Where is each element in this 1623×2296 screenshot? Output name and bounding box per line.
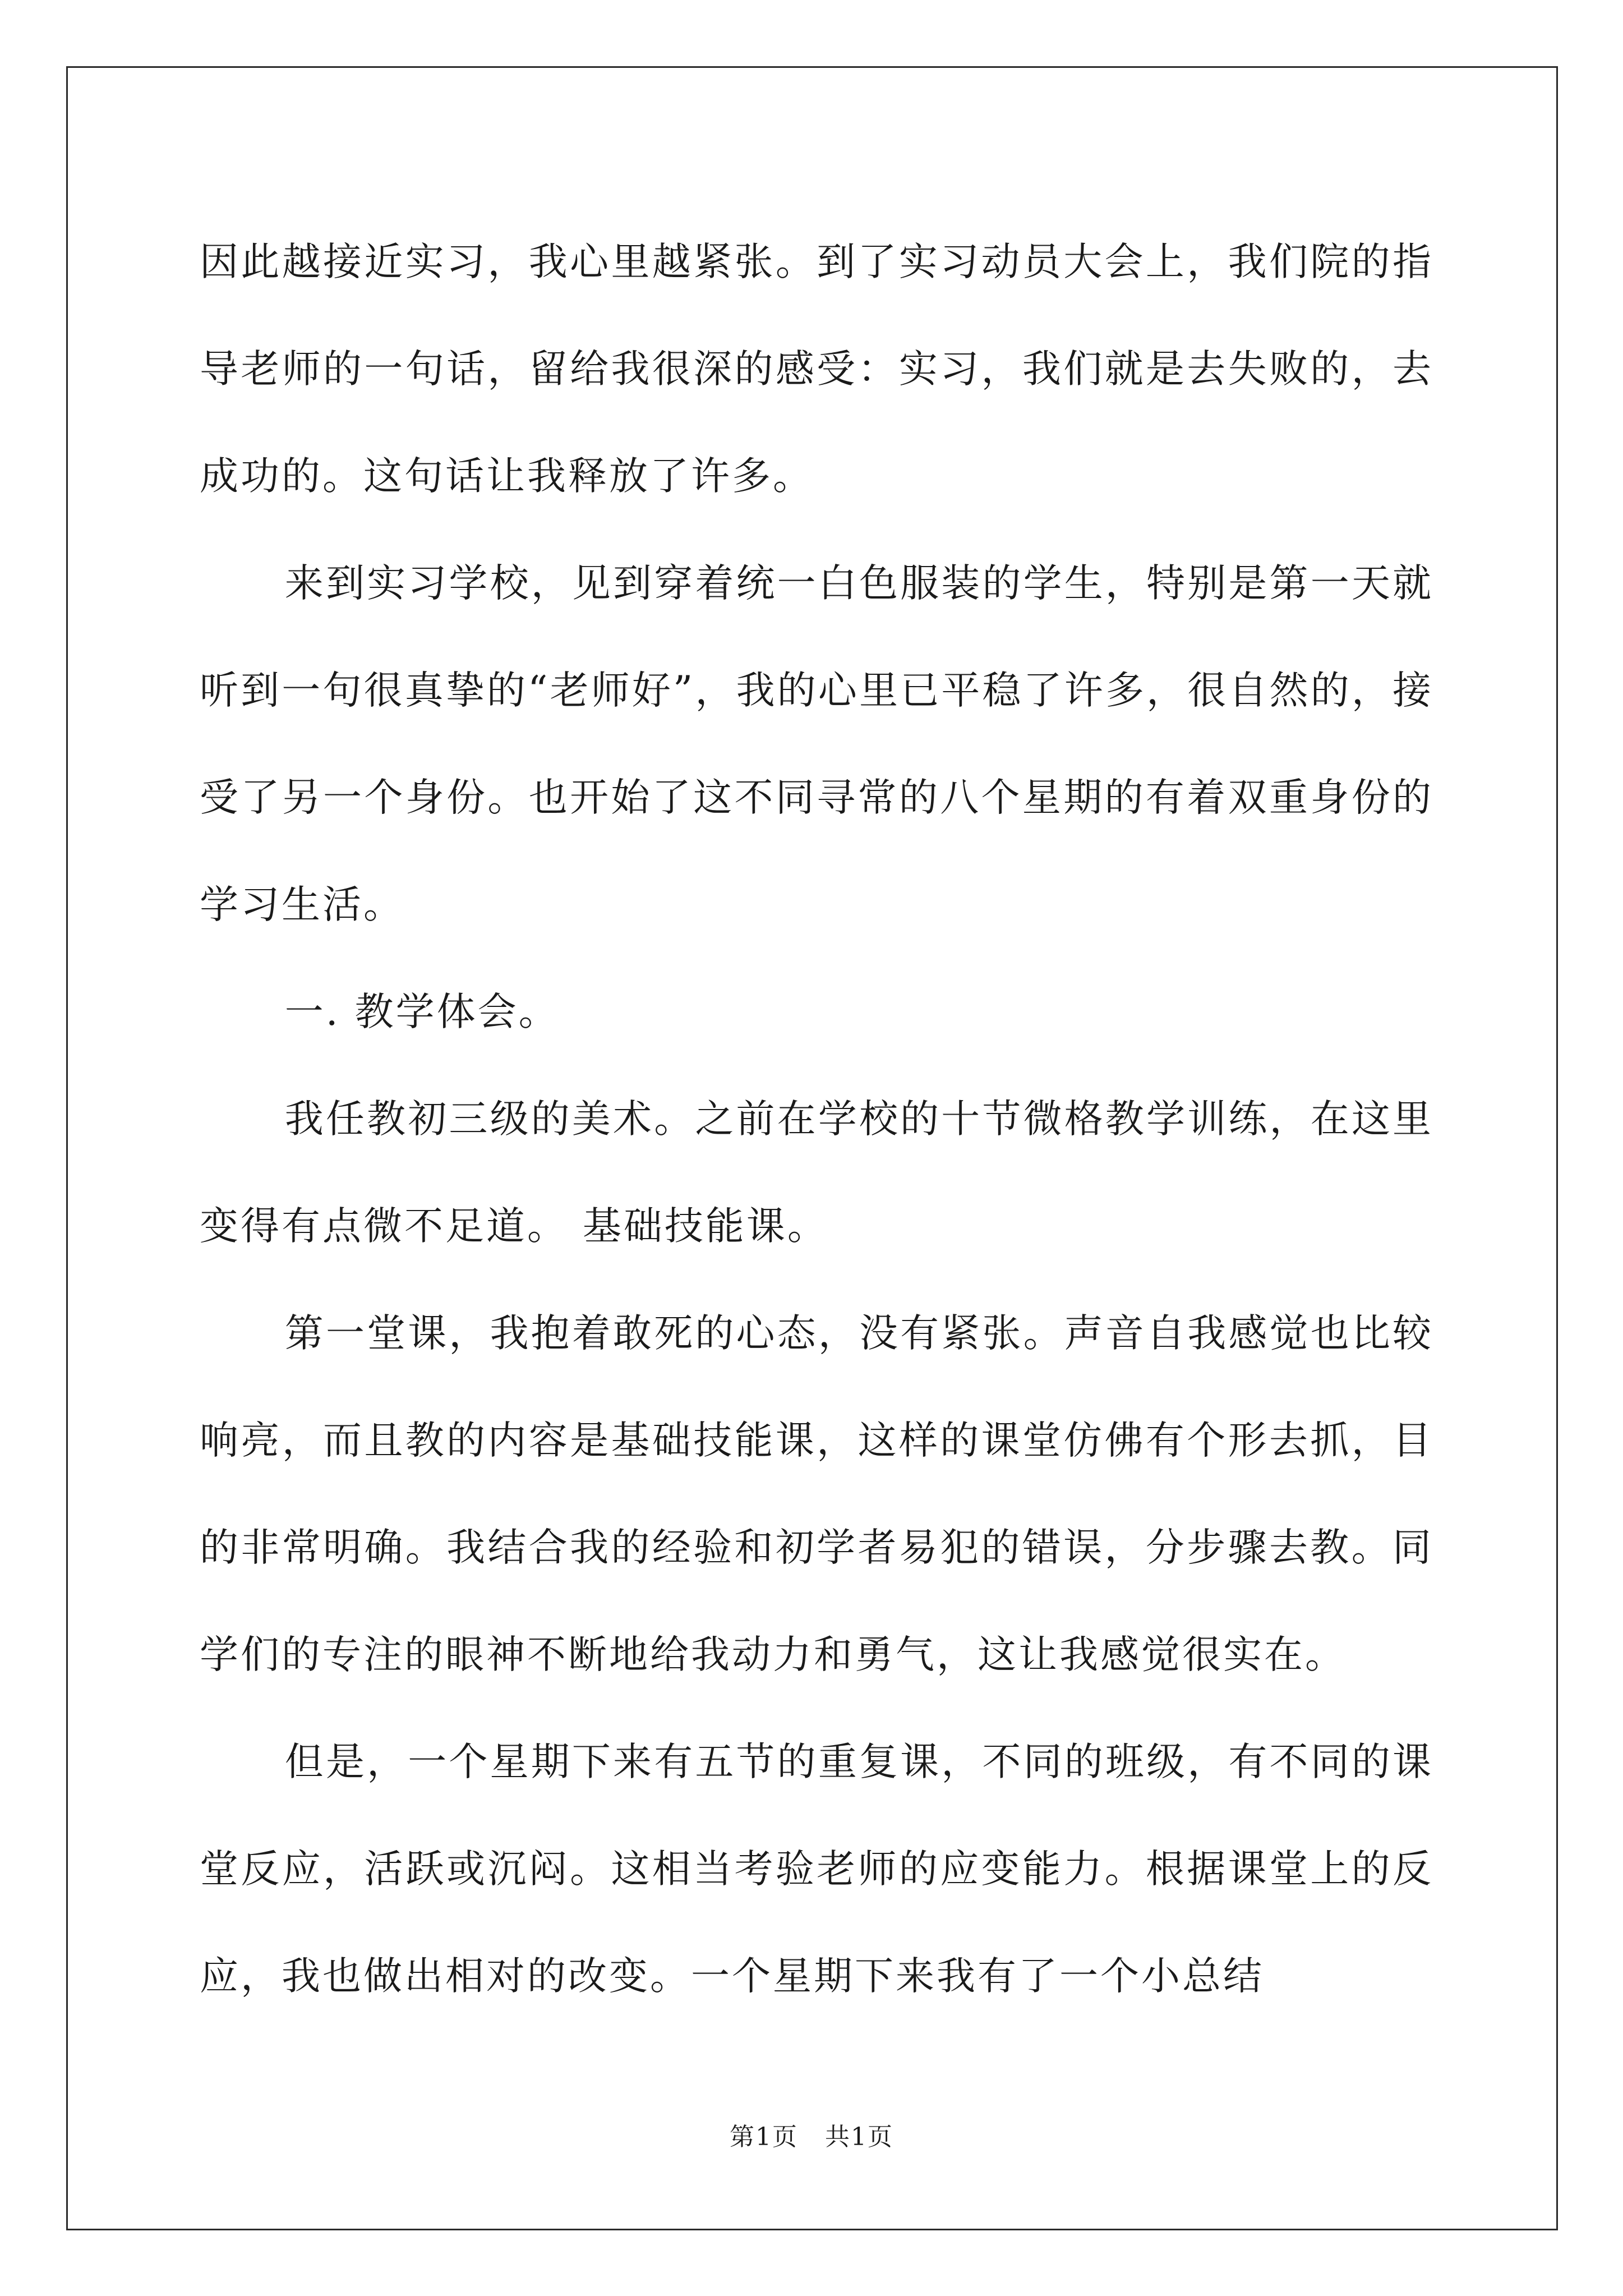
paragraph-1: 因此越接近实习，我心里越紧张。到了实习动员大会上，我们院的指导老师的一句话，留给我很深的感受：实习，我们就是去失败的，去成功的。这句话让我释放了许多。 [200, 240, 1433, 499]
page-total: 共1页 [824, 2123, 893, 2151]
page-footer [0, 2120, 1623, 2154]
page-number: 第1页 [730, 2123, 799, 2151]
paragraph-3: 我任教初三级的美术。之前在学校的十节微格教学训练，在这里变得有点微不足道。 基础技能课。 [200, 1097, 1433, 1249]
document-body [200, 209, 1433, 2030]
section-heading: 一. 教学体会。 [284, 990, 560, 1034]
paragraph-2: 来到实习学校，见到穿着统一白色服装的学生，特别是第一天就听到一句很真挚的“老师好”，我的心里已平稳了许多，很自然的，接受了另一个身份。也开始了这不同寻常的八个星期的有着双重身份的学习生活。 [200, 561, 1433, 927]
paragraph-4: 第一堂课，我抱着敢死的心态，没有紧张。声音自我感觉也比较响亮，而且教的内容是基础技能课，这样的课堂仿佛有个形去抓，目的非常明确。我结合我的经验和初学者易犯的错误，分步骤去教。同学们的专注的眼神不断地给我动力和勇气，这让我感觉很实在。 [200, 1311, 1433, 1677]
paragraph-5: 但是，一个星期下来有五节的重复课，不同的班级，有不同的课堂反应，活跃或沉闷。这相当考验老师的应变能力。根据课堂上的反应，我也做出相对的改变。一个星期下来我有了一个小总结 [200, 1740, 1433, 1999]
